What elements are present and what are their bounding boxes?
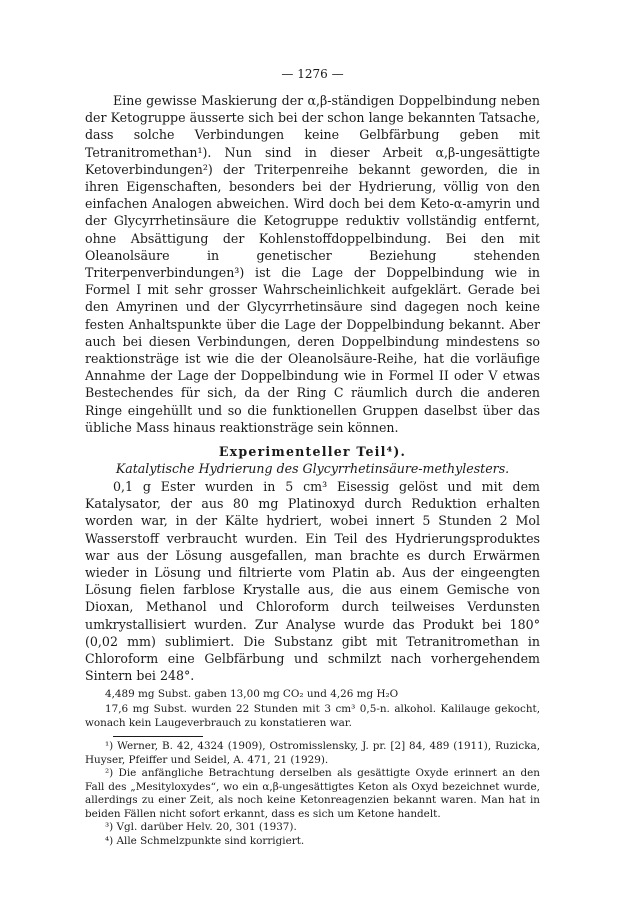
analysis-line: 17,6 mg Subst. wurden 22 Stunden mit 3 cm³ 0,5-n. alkohol. Kalilauge gekocht, wonach kein Laugeverbrauch zu konstatieren war. (85, 703, 540, 729)
footnote: ²) Die anfängliche Betrachtung derselben als gesättigte Oxyde erinnert an den Fall des „Mesityloxydes“, wo ein α,β-ungesättigtes Keton als Oxyd bezeichnet wurde, allerdings zu einer Zeit, als noch keine Ketonreagenzien bekannt waren. Man hat in beiden Fällen nicht sofort erkannt, dass es sich um Ketone handelt. (85, 767, 540, 820)
section-heading: Experimenteller Teil⁴). (218, 444, 407, 460)
footnote: ³) Vgl. darüber Helv. 20, 301 (1937). (105, 821, 297, 833)
experimental-paragraph: 0,1 g Ester wurden in 5 cm³ Eisessig gelöst und mit dem Katalysator, der aus 80 mg Platinoxyd durch Reduktion erhalten worden war, in der Kälte hydriert, wobei innert 5 Stunden 2 Mol Wasserstoff verbraucht wurden. Ein Teil des Hydrierungsproduktes war aus der Lösung ausgefallen, man brachte es durch Erwärmen wieder in Lösung und filtrierte vom Platin ab. Aus der eingeengten Lösung fielen farblose Krystalle aus, die aus einem Gemische von Dioxan, Methanol und Chloroform durch teilweises Verdunsten umkrystallisiert wurden. Zur Analyse wurde das Produkt bei 180° (0,02 mm) sublimiert. Die Substanz gibt mit Tetranitromethan in Chloroform eine Gelbfärbung und schmilzt nach vorhergehendem Sintern bei 248°. (85, 479, 540, 684)
intro-paragraph: Eine gewisse Maskierung der α,β-ständigen Doppelbindung neben der Ketogruppe äusserte sich bei der schon lange bekannten Tatsache, dass solche Verbindungen keine Gelbfärbung geben mit Tetranitromethan¹). Nun sind in dieser Arbeit α,β-ungesättigte Ketoverbindungen²) der Triterpenreihe bekannt geworden, die in ihren Eigenschaften, besonders bei der Hydrierung, völlig von den einfachen Analogen abweichen. Wird doch bei dem Keto-α-amyrin und der Glycyrrhetinsäure die Ketogruppe reduktiv vollständig entfernt, ohne Absättigung der Kohlenstoffdoppelbindung. Bei den mit Oleanolsäure in genetischer Beziehung stehenden Triterpenverbindungen³) ist die Lage der Doppelbindung wie in Formel I mit sehr grosser Wahrscheinlichkeit aufgeklärt. Gerade bei den Amyrinen und der Glycyrrhetinsäure sind dagegen noch keine festen Anhaltspunkte über die Lage der Doppelbindung bekannt. Aber auch bei diesen Verbindungen, deren Doppelbindung mindestens so reaktionsträge ist wie die der Oleanolsäure-Reihe, hat die vorläufige Annahme der Lage der Doppelbindung wie in Formel II oder V etwas Bestechendes für sich, da der Ring C räumlich durch die anderen Ringe eingehüllt und so die funktionellen Gruppen daselbst über das übliche Mass hinaus reaktionsträge sein können. (85, 93, 540, 435)
document-page (85, 64, 540, 848)
subsection-heading: Katalytische Hydrierung des Glycyrrhetinsäure-methylesters. (115, 461, 510, 477)
page-number: — 1276 — (281, 67, 344, 81)
footnote: ¹) Werner, B. 42, 4324 (1909), Ostromisslensky, J. pr. [2] 84, 489 (1911), Ruzicka, Huyser, Pfeiffer und Seidel, A. 471, 21 (1929). (85, 740, 540, 766)
footnote-divider (113, 736, 203, 737)
footnote: ⁴) Alle Schmelzpunkte sind korrigiert. (105, 834, 305, 847)
analysis-line: 4,489 mg Subst. gaben 13,00 mg CO₂ und 4,26 mg H₂O (105, 687, 399, 700)
